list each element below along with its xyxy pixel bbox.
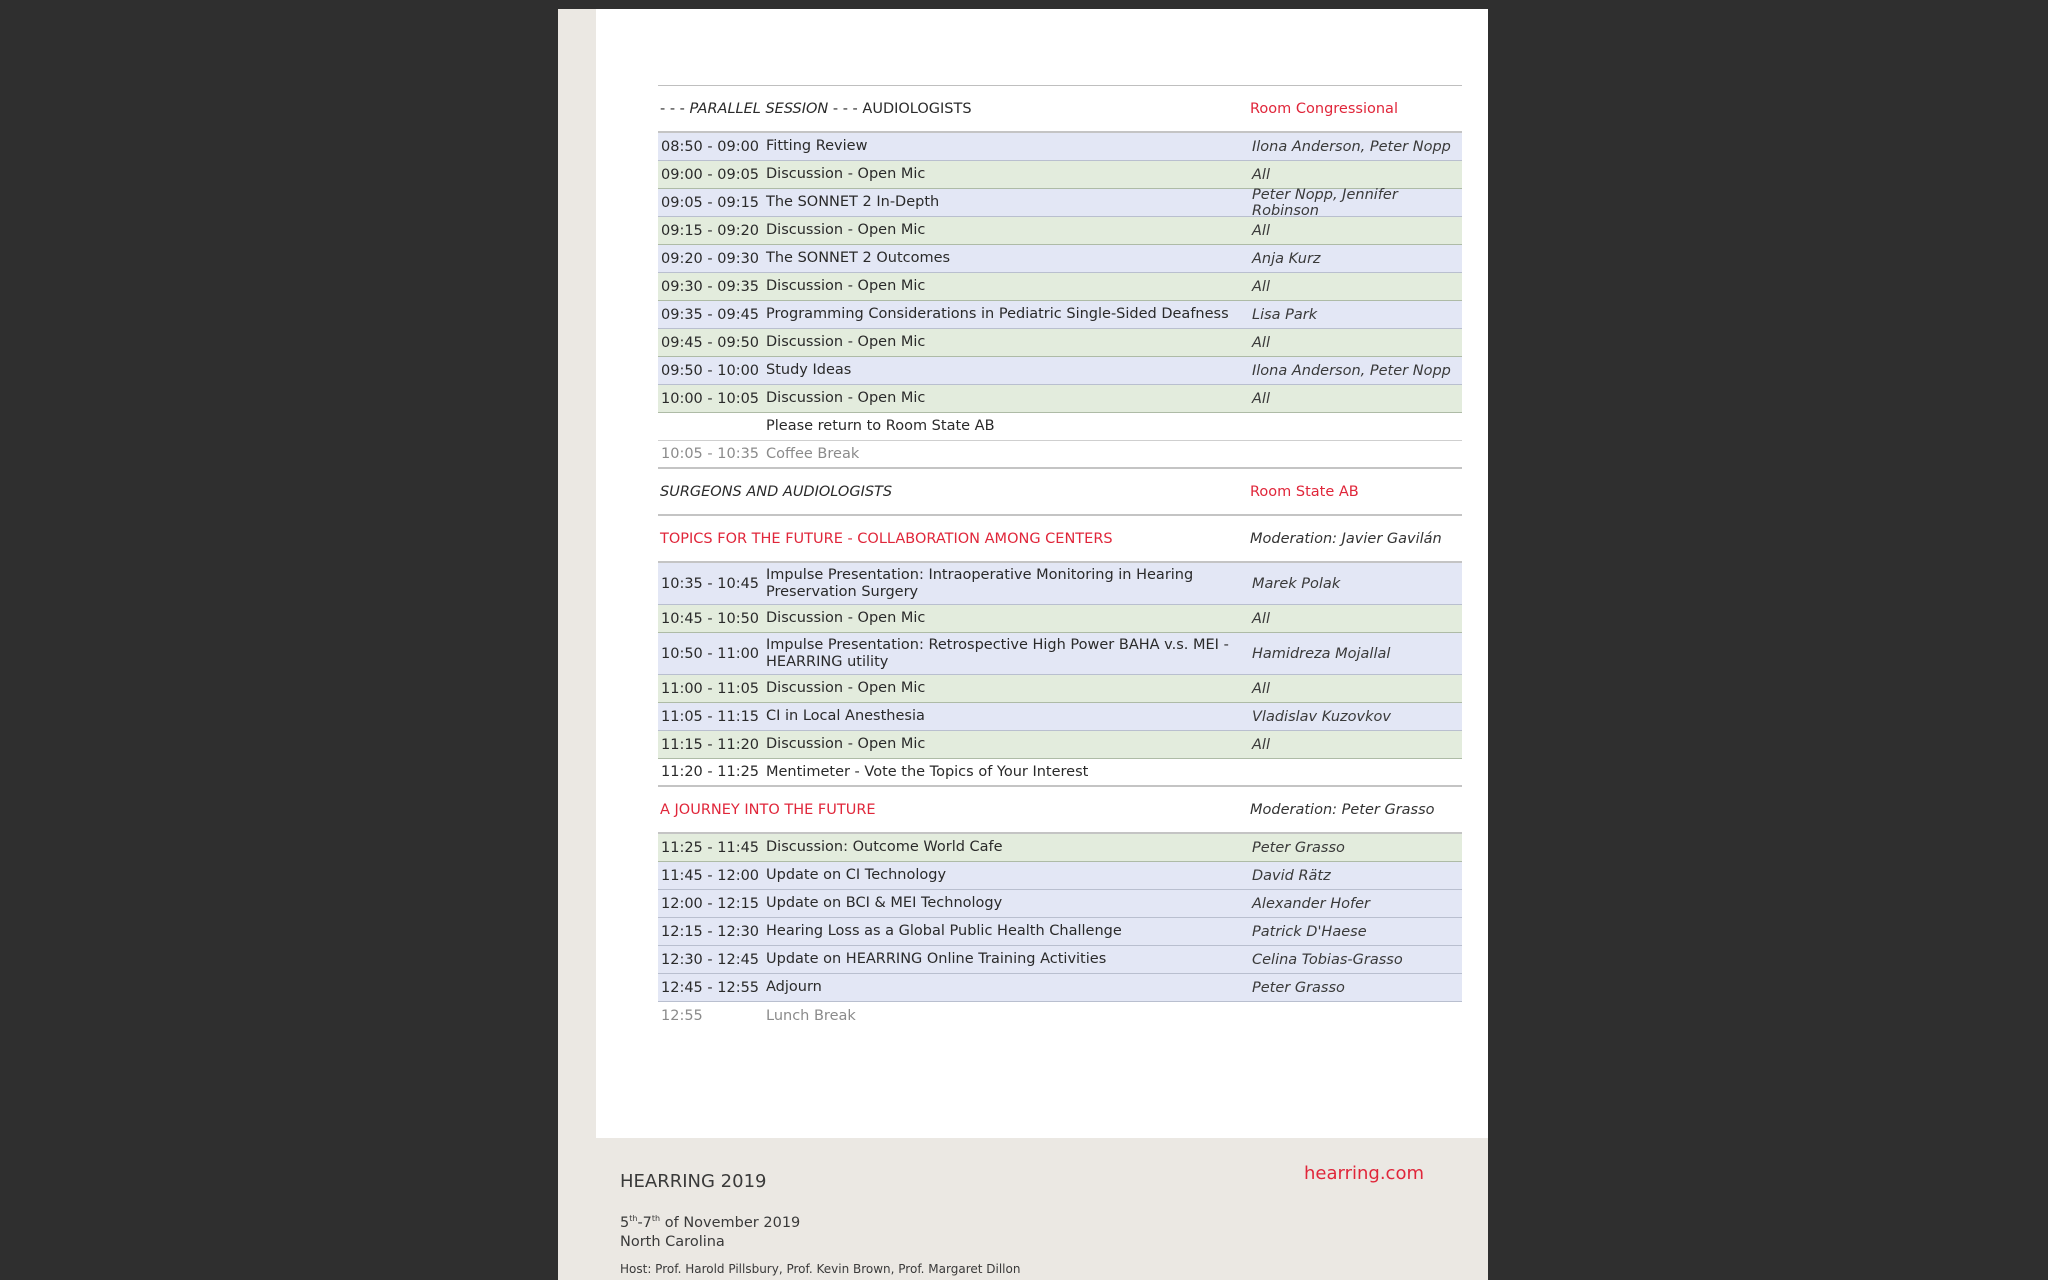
break-time: 12:55 — [661, 1008, 703, 1024]
speaker-cell: Ilona Anderson, Peter Nopp — [1252, 138, 1451, 155]
speaker-cell: Vladislav Kuzovkov — [1252, 708, 1391, 725]
speaker-cell: Patrick D'Haese — [1252, 923, 1367, 940]
title-cell: Discussion - Open Mic — [766, 278, 926, 294]
time-cell: 09:15 - 09:20 — [661, 222, 760, 239]
speaker-cell: Hamidreza Mojallal — [1252, 645, 1391, 662]
speaker-cell: Peter Nopp, Jennifer Robinson — [1252, 186, 1398, 219]
title-cell: The SONNET 2 In-Depth — [766, 194, 940, 210]
agenda-row — [658, 703, 1462, 731]
title-cell: The SONNET 2 Outcomes — [766, 250, 951, 266]
agenda-row — [658, 834, 1462, 862]
topics-title: TOPICS FOR THE FUTURE - COLLABORATION AMONG CENTERS — [660, 530, 1113, 547]
time-cell: 11:00 - 11:05 — [661, 680, 760, 697]
event-date-location: 5th-7th of November 2019 North Carolina — [620, 1214, 801, 1250]
agenda-row — [658, 759, 1462, 787]
agenda-row — [658, 918, 1462, 946]
title-cell: Programming Considerations in Pediatric Single-Sided Deafness — [766, 306, 1229, 322]
title-cell: Update on BCI & MEI Technology — [766, 895, 1003, 911]
time-cell: 10:45 - 10:50 — [661, 610, 760, 627]
parallel-session-header — [658, 86, 1462, 133]
speaker-cell: All — [1252, 390, 1270, 407]
moderation-label: Moderation: Javier Gavilán — [1250, 530, 1442, 547]
time-cell: 11:20 - 11:25 — [661, 764, 760, 780]
title-cell: Hearing Loss as a Global Public Health Challenge — [766, 923, 1122, 939]
time-cell: 11:15 - 11:20 — [661, 736, 760, 753]
plenary-title: SURGEONS AND AUDIOLOGISTS — [660, 483, 893, 500]
title-cell: Discussion - Open Mic — [766, 334, 926, 350]
agenda-row — [658, 133, 1462, 161]
speaker-cell: Celina Tobias-Grasso — [1252, 951, 1403, 968]
journey-header — [658, 787, 1462, 834]
time-cell: 09:05 - 09:15 — [661, 194, 760, 211]
plenary-header — [658, 469, 1462, 516]
time-cell: 09:50 - 10:00 — [661, 362, 760, 379]
agenda-row — [658, 161, 1462, 189]
time-cell: 12:00 - 12:15 — [661, 895, 760, 912]
agenda-row — [658, 217, 1462, 245]
agenda-row — [658, 633, 1462, 675]
title-cell: Mentimeter - Vote the Topics of Your Interest — [766, 763, 1089, 780]
agenda-row — [658, 974, 1462, 1002]
title-cell: Discussion - Open Mic — [766, 680, 926, 696]
speaker-cell: Peter Grasso — [1252, 839, 1345, 856]
title-cell: Fitting Review — [766, 138, 868, 154]
speaker-cell: Anja Kurz — [1252, 250, 1321, 267]
speaker-cell: All — [1252, 610, 1270, 627]
agenda-row — [658, 301, 1462, 329]
speaker-cell: All — [1252, 334, 1270, 351]
time-cell: 09:30 - 09:35 — [661, 278, 760, 295]
time-cell: 10:35 - 10:45 — [661, 575, 760, 592]
agenda-row — [658, 245, 1462, 273]
speaker-cell: David Rätz — [1252, 867, 1331, 884]
room-label: Room Congressional — [1250, 100, 1398, 117]
document-page — [558, 9, 1488, 1280]
break-title: Lunch Break — [766, 1007, 856, 1024]
host-line: Host: Prof. Harold Pillsbury, Prof. Kevin Brown, Prof. Margaret Dillon — [620, 1262, 1021, 1276]
agenda-row — [658, 731, 1462, 759]
title-cell: Discussion - Open Mic — [766, 736, 926, 752]
agenda-row — [658, 675, 1462, 703]
break-row — [658, 441, 1462, 469]
agenda-row — [658, 890, 1462, 918]
time-cell: 09:00 - 09:05 — [661, 166, 760, 183]
parallel-session-title: - - - PARALLEL SESSION - - - AUDIOLOGISTS — [660, 100, 972, 117]
time-cell: 08:50 - 09:00 — [661, 138, 760, 155]
event-location: North Carolina — [620, 1233, 725, 1250]
time-cell: 12:30 - 12:45 — [661, 951, 760, 968]
topics-header — [658, 516, 1462, 563]
agenda-row — [658, 946, 1462, 974]
website-link[interactable]: hearring.com — [1304, 1163, 1424, 1184]
break-row — [658, 1002, 1462, 1030]
time-cell: 09:45 - 09:50 — [661, 334, 760, 351]
break-title: Coffee Break — [766, 445, 860, 462]
time-cell: 10:00 - 10:05 — [661, 390, 760, 407]
speaker-cell: Peter Grasso — [1252, 979, 1345, 996]
speaker-cell: All — [1252, 680, 1270, 697]
speaker-cell: Lisa Park — [1252, 306, 1318, 323]
title-cell: Discussion - Open Mic — [766, 390, 926, 406]
agenda-row — [658, 605, 1462, 633]
title-cell: CI in Local Anesthesia — [766, 708, 925, 724]
time-cell: 09:20 - 09:30 — [661, 250, 760, 267]
title-cell: Update on CI Technology — [766, 867, 947, 883]
time-cell: 11:25 - 11:45 — [661, 839, 760, 856]
title-cell: Discussion - Open Mic — [766, 610, 926, 626]
title-cell: Discussion: Outcome World Cafe — [766, 839, 1003, 855]
program-sheet — [596, 9, 1488, 1138]
room-label: Room State AB — [1250, 483, 1359, 500]
agenda-row — [658, 329, 1462, 357]
title-cell: Adjourn — [766, 979, 822, 995]
time-cell: 10:50 - 11:00 — [661, 645, 760, 662]
title-cell: Discussion - Open Mic — [766, 222, 926, 238]
title-cell: Impulse Presentation: Intraoperative Monitoring in Hearing Preservation Surgery — [766, 566, 1194, 600]
agenda-row — [658, 862, 1462, 890]
note-row — [658, 413, 1462, 441]
time-cell: 12:45 - 12:55 — [661, 979, 760, 996]
moderation-label: Moderation: Peter Grasso — [1250, 801, 1435, 818]
speaker-cell: All — [1252, 166, 1270, 183]
title-cell: Update on HEARRING Online Training Activities — [766, 951, 1107, 967]
agenda-row — [658, 273, 1462, 301]
title-cell: Study Ideas — [766, 362, 852, 378]
time-cell: 12:15 - 12:30 — [661, 923, 760, 940]
program-table — [658, 85, 1462, 1030]
agenda-row — [658, 357, 1462, 385]
time-cell: 11:05 - 11:15 — [661, 708, 760, 725]
time-cell: 09:35 - 09:45 — [661, 306, 760, 323]
speaker-cell: All — [1252, 736, 1270, 753]
agenda-row — [658, 385, 1462, 413]
time-cell: 11:45 - 12:00 — [661, 867, 760, 884]
title-cell: Impulse Presentation: Retrospective High Power BAHA v.s. MEI - HEARRING utility — [766, 636, 1229, 670]
title-cell: Discussion - Open Mic — [766, 166, 926, 182]
agenda-row — [658, 563, 1462, 605]
speaker-cell: All — [1252, 222, 1270, 239]
speaker-cell: All — [1252, 278, 1270, 295]
speaker-cell: Marek Polak — [1252, 575, 1341, 592]
agenda-row — [658, 186, 1462, 219]
journey-title: A JOURNEY INTO THE FUTURE — [660, 801, 876, 818]
break-time: 10:05 - 10:35 — [661, 446, 760, 462]
speaker-cell: Alexander Hofer — [1252, 895, 1370, 912]
speaker-cell: Ilona Anderson, Peter Nopp — [1252, 362, 1451, 379]
return-note: Please return to Room State AB — [766, 418, 995, 434]
event-title: HEARRING 2019 — [620, 1171, 767, 1192]
